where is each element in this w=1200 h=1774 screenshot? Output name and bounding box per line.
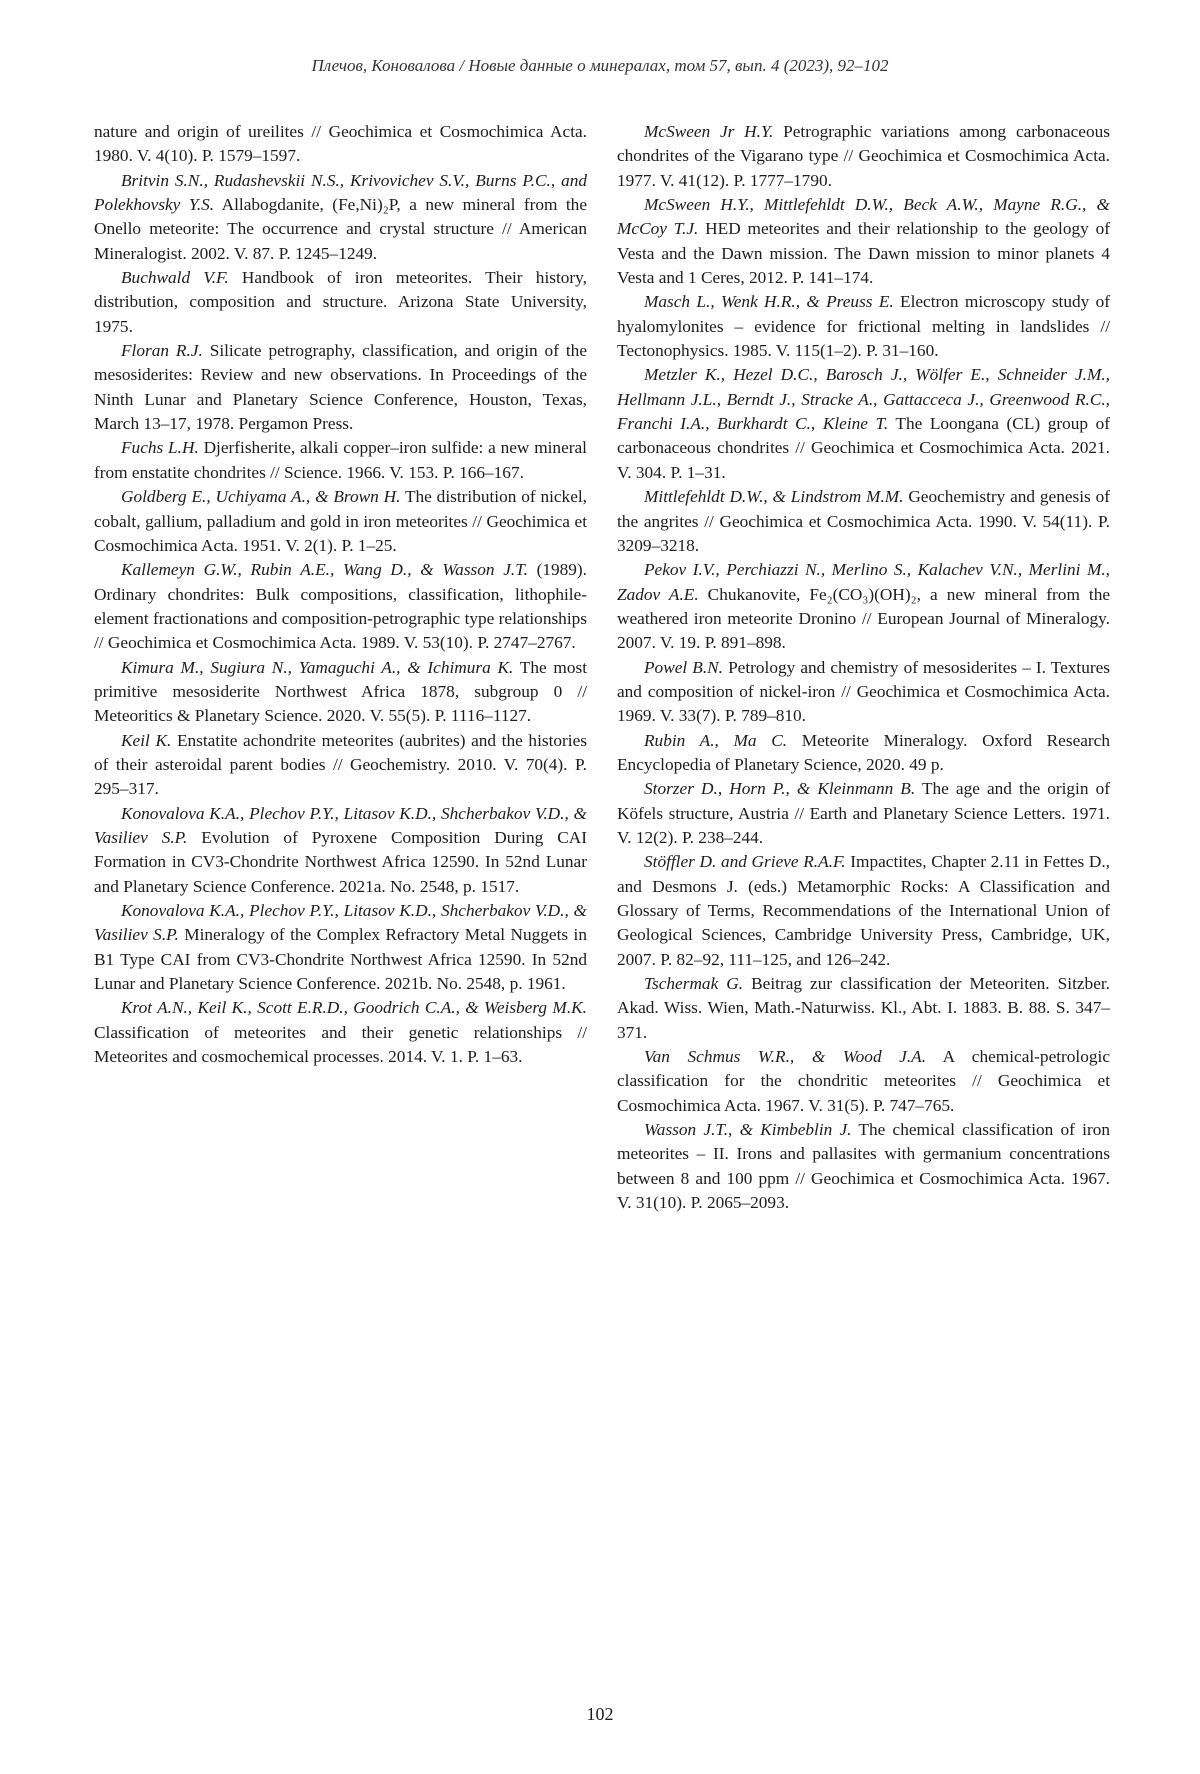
reference-text: The Loongana (CL) group of carbonaceous chondrites // Geochimica et Cosmochimica Acta. 2021. V. 304. P. 1–31. bbox=[617, 414, 1110, 482]
reference-authors: Metzler K., Hezel D.C., Barosch J., Wölfer E., Schneider J.M., Hellmann J.L., Berndt J., Stracke A., Gattacceca J., Greenwood R.C., Franchi I.A., Burkhardt C., Kleine T. bbox=[617, 365, 1110, 434]
reference-entry bbox=[617, 485, 1110, 558]
reference-entry bbox=[617, 363, 1110, 485]
running-header: Плечов, Коновалова / Новые данные о минералах, том 57, вып. 4 (2023), 92–102 bbox=[311, 56, 889, 75]
reference-entry bbox=[617, 1045, 1110, 1118]
reference-text: Silicate petrography, classification, and origin of the mesosiderites: Review and new observations. In Proceedings of the Ninth Lunar and Planetary Science Conference, Houston, Texas, March 13–17, 1978. Pergamon Press. bbox=[94, 341, 587, 434]
reference-entry bbox=[94, 729, 587, 802]
reference-entry bbox=[617, 193, 1110, 290]
reference-authors: Konovalova K.A., Plechov P.Y., Litasov K.D., Shcherbakov V.D., & Vasiliev S.P. bbox=[94, 901, 587, 945]
reference-text: The age and the origin of Köfels structure, Austria // Earth and Planetary Science Letters. 1971. V. 12(2). P. 238–244. bbox=[617, 779, 1110, 847]
reference-entry bbox=[94, 436, 587, 485]
reference-entry bbox=[617, 972, 1110, 1045]
reference-entry bbox=[94, 802, 587, 899]
reference-entry bbox=[617, 850, 1110, 972]
reference-entry bbox=[617, 120, 1110, 193]
reference-authors: Fuchs L.H. bbox=[121, 438, 199, 458]
reference-text: Mineralogy of the Complex Refractory Metal Nuggets in B1 Type CAI from CV3-Chondrite Northwest Africa 12590. In 52nd Lunar and Planetary Science Conference. 2021b. No. 2548, p. 1961. bbox=[94, 925, 587, 994]
reference-authors: Tschermak G. bbox=[644, 974, 744, 994]
reference-text: Meteorite Mineralogy. Oxford Research Encyclopedia of Planetary Science, 2020. 49 p. bbox=[617, 730, 1110, 774]
reference-text: Petrographic variations among carbonaceous chondrites of the Vigarano type // Geochimica et Cosmochimica Acta. 1977. V. 41(12). P. 1777–1790. bbox=[617, 122, 1110, 190]
reference-authors: Wasson J.T., & Kimbeblin J. bbox=[644, 1120, 852, 1140]
reference-entry bbox=[617, 290, 1110, 363]
reference-text: Djerfisherite, alkali copper–iron sulfide: a new mineral from enstatite chondrites // Science. 1966. V. 153. P. 166–167. bbox=[94, 438, 587, 482]
reference-authors: McSween Jr H.Y. bbox=[644, 122, 774, 141]
reference-entry bbox=[617, 777, 1110, 850]
reference-authors: Kimura M., Sugiura N., Yamaguchi A., & Ichimura K. bbox=[121, 657, 514, 677]
reference-text: Handbook of iron meteorites. Their history, distribution, composition and structure. Arizona State University, 1975. bbox=[94, 268, 588, 336]
reference-text: HED meteorites and their relationship to the geology of Vesta and the Dawn mission. The Dawn mission to minor planets 4 Vesta and 1 Ceres, 2012. P. 141–174. bbox=[617, 219, 1110, 288]
reference-text: Electron microscopy study of hyalomylonites – evidence for frictional melting in landslides // Tectonophysics. 1985. V. 115(1–2). P. 31–160. bbox=[617, 292, 1110, 361]
reference-authors: Buchwald V.F. bbox=[121, 268, 229, 288]
reference-authors: Keil K. bbox=[121, 730, 172, 750]
reference-text: Allabogdanite, (Fe,Ni)₂P, a new mineral from the Onello meteorite: The occurrence and crystal structure // American Mineralogist. 2002. V. 87. P. 1245–1249. bbox=[94, 195, 587, 263]
reference-text: Enstatite achondrite meteorites (aubrites) and the histories of their asteroidal parent bodies // Geochemistry. 2010. V. 70(4). P. 295–317. bbox=[94, 730, 587, 799]
reference-entry bbox=[617, 558, 1110, 655]
reference-entry bbox=[94, 558, 587, 655]
reference-text: The chemical classification of iron meteorites – II. Irons and pallasites with germanium concentrations between 8 and 100 ppm // Geochimica et Cosmochimica Acta. 1967. V. 31(10). P. 2065–2093. bbox=[617, 1120, 1111, 1213]
reference-text: Classification of meteorites and their genetic relationships // Meteorites and cosmochemical processes. 2014. V. 1. P. 1–63. bbox=[94, 1022, 587, 1067]
reference-authors: Britvin S.N., Rudashevskii N.S., Krivovichev S.V., Burns P.C., and Polekhovsky Y.S. bbox=[94, 170, 587, 215]
reference-authors: Powel B.N. bbox=[644, 657, 723, 677]
reference-text: Petrology and chemistry of mesosiderites – I. Textures and composition of nickel-iron // Geochimica et Cosmochimica Acta. 1969. V. 33(7). P. 789–810. bbox=[617, 657, 1110, 726]
reference-authors: Floran R.J. bbox=[121, 341, 203, 361]
reference-text: Geochemistry and genesis of the angrites // Geochimica et Cosmochimica Acta. 1990. V. 54(11). P. 3209–3218. bbox=[617, 487, 1110, 555]
reference-text: Impactites, Chapter 2.11 in Fettes D., and Desmons J. (eds.) Metamorphic Rocks: A Classification and Glossary of Terms, Recommendations of the International Union of Geological Sciences, Cambridge University Press, Cambridge, UK, 2007. P. 82–92, 111–125, and 126–242. bbox=[617, 852, 1110, 969]
reference-entry bbox=[94, 996, 587, 1069]
reference-entry bbox=[94, 899, 587, 996]
reference-authors: McSween H.Y., Mittlefehldt D.W., Beck A.W., Mayne R.G., & McCoy T.J. bbox=[617, 195, 1110, 239]
reference-authors: Konovalova K.A., Plechov P.Y., Litasov K.D., Shcherbakov V.D., & Vasiliev S.P. bbox=[94, 803, 587, 847]
reference-authors: Rubin A., Ma C. bbox=[644, 730, 788, 750]
reference-column-right bbox=[617, 120, 1110, 1215]
reference-authors: Storzer D., Horn P., & Kleinmann B. bbox=[644, 779, 916, 799]
reference-text: The distribution of nickel, cobalt, gallium, palladium and gold in iron meteorites // Geochimica et Cosmochimica Acta. 1951. V. 2(1). P. 1–25. bbox=[94, 487, 587, 555]
reference-entry bbox=[617, 656, 1110, 729]
reference-text: (1989). Ordinary chondrites: Bulk compositions, classification, lithophile-element fractionations and composition-petrographic type relationships // Geochimica et Cosmochimica Acta. 1989. V. 53(10). P. 2747–2767. bbox=[94, 560, 587, 653]
reference-text: nature and origin of ureilites // Geochimica et Cosmochimica Acta. 1980. V. 4(10). P. 1579–1597. bbox=[94, 122, 587, 166]
reference-authors: Kallemeyn G.W., Rubin A.E., Wang D., & Wasson J.T. bbox=[121, 560, 528, 580]
reference-text: A chemical-petrologic classification for the chondritic meteorites // Geochimica et Cosmochimica Acta. 1967. V. 31(5). P. 747–765. bbox=[617, 1047, 1110, 1115]
reference-text: The most primitive mesosiderite Northwest Africa 1878, subgroup 0 // Meteoritics & Planetary Science. 2020. V. 55(5). P. 1116–1127. bbox=[94, 657, 587, 726]
reference-entry bbox=[94, 266, 587, 339]
reference-authors: Pekov I.V., Perchiazzi N., Merlino S., Kalachev V.N., Merlini M., Zadov A.E. bbox=[617, 560, 1110, 604]
reference-entry bbox=[94, 169, 587, 266]
reference-authors: Krot A.N., Keil K., Scott E.R.D., Goodrich C.A., & Weisberg M.K. bbox=[121, 998, 587, 1018]
reference-authors: Masch L., Wenk H.R., & Preuss E. bbox=[644, 292, 894, 312]
reference-authors: Van Schmus W.R., & Wood J.A. bbox=[644, 1047, 927, 1067]
reference-entry bbox=[617, 1118, 1110, 1215]
reference-text: Beitrag zur classification der Meteoriten. Sitzber. Akad. Wiss. Wien, Math.-Naturwiss. Kl., Abt. I. 1883. B. 88. S. 347–371. bbox=[617, 974, 1110, 1042]
reference-entry bbox=[617, 729, 1110, 778]
reference-entry bbox=[94, 120, 587, 169]
reference-text: Chukanovite, Fe₂(CO₃)(OH)₂, a new mineral from the weathered iron meteorite Dronino // European Journal of Mineralogy. 2007. V. 19. P. 891–898. bbox=[617, 584, 1111, 653]
reference-authors: Goldberg E., Uchiyama A., & Brown H. bbox=[121, 487, 401, 507]
reference-authors: Mittlefehldt D.W., & Lindstrom M.M. bbox=[644, 487, 904, 507]
reference-entry bbox=[94, 656, 587, 729]
reference-text: Evolution of Pyroxene Composition During CAI Formation in CV3-Chondrite Northwest Africa 12590. In 52nd Lunar and Planetary Science Conference. 2021a. No. 2548, p. 1517. bbox=[94, 827, 587, 896]
reference-authors: Stöffler D. and Grieve R.A.F. bbox=[644, 852, 846, 872]
reference-entry bbox=[94, 339, 587, 436]
page-number: 102 bbox=[586, 1704, 614, 1724]
reference-column-left bbox=[94, 120, 587, 1069]
reference-entry bbox=[94, 485, 587, 558]
